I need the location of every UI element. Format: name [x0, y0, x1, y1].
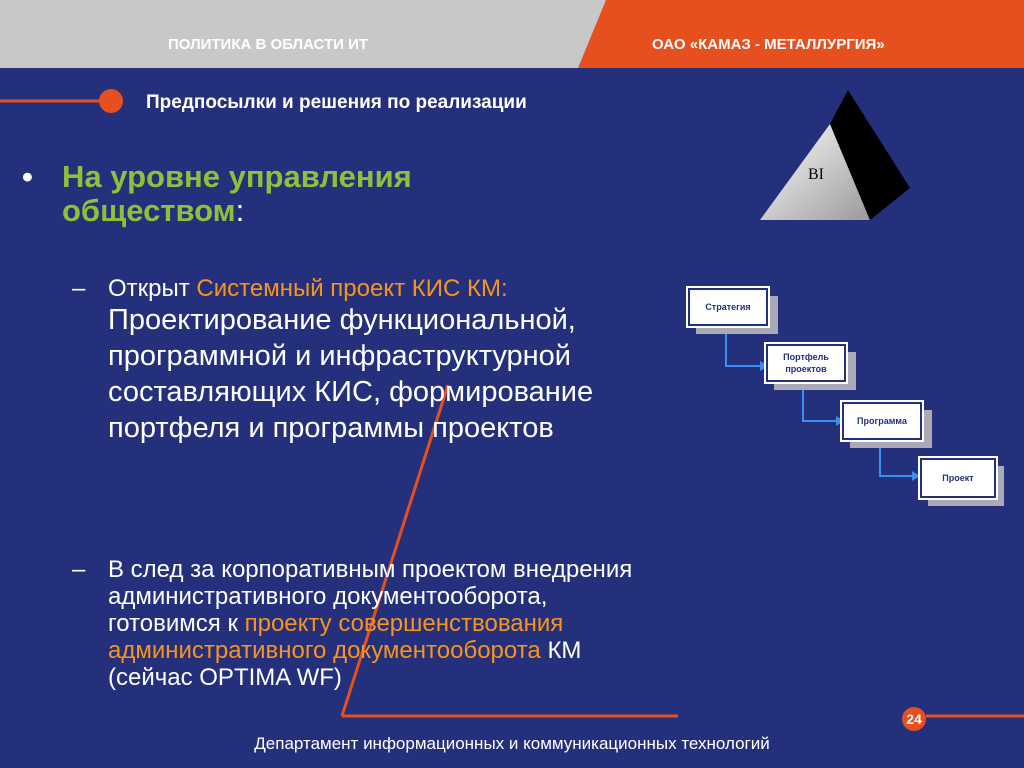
- sub-item-2-suffix: КМ (сейчас OPTIMA WF): [108, 637, 582, 691]
- header-left-title: ПОЛИТИКА В ОБЛАСТИ ИТ: [168, 36, 369, 53]
- flow-box-project: Проект: [920, 458, 996, 498]
- sub-item-1-body: Проектирование функциональной, программной и инфраструктурной составляющих КИС, формирование портфеля и программы проектов: [108, 304, 594, 445]
- main-bullet-suffix: :: [235, 193, 245, 228]
- sub-item-2-prefix: В след за корпоративным проектом внедрения административного документооборота, готовимся к: [108, 556, 633, 637]
- main-bullet-text: На уровне управления обществом: [62, 159, 412, 228]
- header-right-title: ОАО «КАМАЗ - МЕТАЛЛУРГИЯ»: [652, 36, 885, 53]
- flow-box-portfolio: Портфель проектов: [766, 344, 846, 382]
- page-number-badge: 24: [902, 707, 926, 731]
- bullet-marker: •: [22, 159, 33, 194]
- section-title: Предпосылки и решения по реализации: [146, 92, 527, 113]
- pyramid-label: BI: [808, 166, 824, 183]
- sub-item-1-dash: –: [72, 275, 86, 302]
- sub-item-2-highlight: проекту совершенствования административного документооборота: [108, 610, 564, 664]
- flow-box-program: Программа: [842, 402, 922, 440]
- sub-item-2-dash: –: [72, 556, 86, 583]
- sub-item-1-prefix: Открыт: [108, 275, 197, 302]
- flow-box-strategy: Стратегия: [688, 288, 768, 326]
- footer-text: Департамент информационных и коммуникационных технологий: [254, 734, 770, 753]
- sub-item-1-highlight: Системный проект КИС КМ:: [196, 275, 508, 302]
